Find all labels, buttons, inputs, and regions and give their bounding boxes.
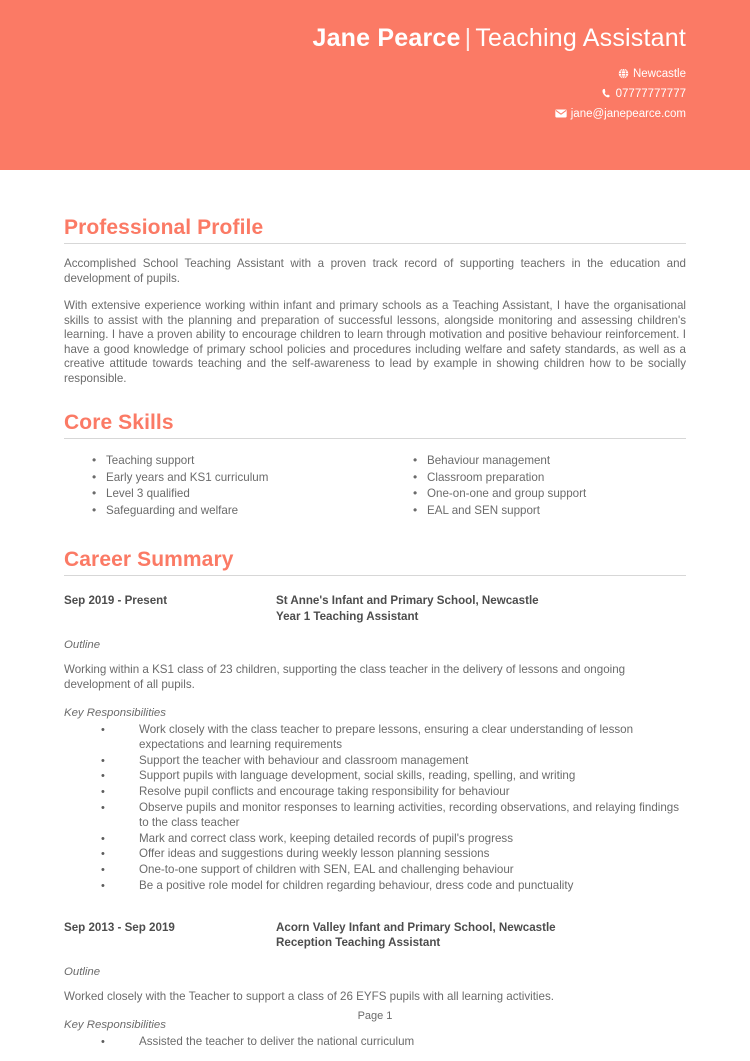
page-footer: Page 1 [357, 1010, 393, 1022]
career-entry-role: Year 1 Teaching Assistant [276, 609, 419, 623]
core-skills-heading: Core Skills [64, 411, 686, 439]
resume-header [0, 0, 750, 170]
career-entry [64, 920, 686, 1050]
responsibility-item: • One-to-one support of children with SEN, EAL and challenging behaviour [64, 863, 686, 878]
resume-body [0, 216, 750, 1050]
responsibility-item: • Support the teacher with behaviour and classroom management [64, 754, 686, 769]
skill-item: • EAL and SEN support [413, 503, 686, 520]
career-entry-employer: Acorn Valley Infant and Primary School, Newcastle [276, 920, 556, 934]
skill-item: • Classroom preparation [413, 470, 686, 487]
career-entry-spacer [64, 894, 686, 920]
responsibility-item: • Support pupils with language development, social skills, reading, spelling, and writing [64, 769, 686, 784]
responsibility-item: • Work closely with the class teacher to prepare lessons, ensuring a clear understanding of lesson expectations and learning requirements [64, 723, 686, 753]
outline-label: Outline [64, 965, 101, 978]
candidate-name: Jane Pearce [312, 24, 461, 52]
profile-paragraph-1: Accomplished School Teaching Assistant with a proven track record of supporting teachers in the education and development of pupils. [64, 257, 686, 285]
globe-icon [618, 67, 629, 85]
page-title [0, 22, 686, 54]
responsibilities-list [64, 723, 686, 894]
responsibility-item: • Offer ideas and suggestions during weekly lesson planning sessions [64, 847, 686, 862]
skill-item: • One-on-one and group support [413, 486, 686, 503]
skill-item: • Early years and KS1 curriculum [92, 470, 389, 487]
core-skills-column-right [389, 453, 686, 519]
contact-location-text: Newcastle [632, 68, 686, 80]
responsibilities-label: Key Responsibilities [64, 1019, 166, 1032]
career-entry-dates: Sep 2019 - Present [64, 594, 168, 607]
section-career-summary [64, 548, 686, 1050]
section-core-skills [64, 411, 686, 519]
skill-item: • Safeguarding and welfare [92, 503, 389, 520]
responsibility-item: • Observe pupils and monitor responses to learning activities, recording observations, and relaying findings to the class teacher [64, 801, 686, 831]
outline-label: Outline [64, 639, 101, 651]
responsibility-item: • Assisted the teacher to deliver the national curriculum [64, 1035, 686, 1050]
contact-list [0, 65, 686, 125]
career-entry-meta [276, 593, 686, 624]
professional-profile-heading: Professional Profile [64, 216, 686, 244]
career-entry-outline: Working within a KS1 class of 23 children, supporting the class teacher in the delivery of lessons and ongoing development of all pupils. [64, 663, 626, 691]
responsibility-item: • Be a positive role model for children regarding behaviour, dress code and punctuality [64, 879, 686, 894]
responsibilities-label: Key Responsibilities [64, 707, 166, 719]
responsibility-item: • Mark and correct class work, keeping detailed records of pupil's progress [64, 832, 686, 847]
career-entry-outline: Worked closely with the Teacher to support a class of 26 EYFS pupils with all learning activities. [64, 989, 554, 1003]
title-separator: | [464, 24, 472, 52]
phone-icon [601, 87, 612, 105]
section-professional-profile [64, 216, 686, 386]
responsibility-item: • Resolve pupil conflicts and encourage taking responsibility for behaviour [64, 785, 686, 800]
contact-email [0, 105, 686, 125]
career-summary-heading: Career Summary [64, 548, 686, 576]
contact-location [0, 65, 686, 85]
career-entry-dates: Sep 2013 - Sep 2019 [64, 920, 175, 934]
core-skills-columns [64, 453, 686, 519]
career-entry-role: Reception Teaching Assistant [276, 936, 441, 950]
core-skills-column-left [92, 453, 389, 519]
contact-phone [0, 85, 686, 105]
envelope-icon [555, 107, 567, 125]
skill-item: • Level 3 qualified [92, 486, 389, 503]
career-entry-header [64, 593, 686, 624]
career-entry [64, 593, 686, 894]
candidate-role: Teaching Assistant [475, 24, 686, 52]
career-entry-meta [276, 920, 686, 951]
career-entry-header [64, 920, 686, 951]
contact-email-text: jane@janepearce.com [570, 108, 686, 120]
contact-phone-text: 07777777777 [615, 88, 686, 100]
skill-item: • Behaviour management [413, 453, 686, 470]
career-entry-employer: St Anne's Infant and Primary School, Newcastle [276, 594, 539, 607]
responsibilities-list [64, 1035, 686, 1050]
profile-paragraph-2: With extensive experience working within infant and primary schools as a Teaching Assistant, I have the organisational skills to assist with the planning and preparation of successful lessons, alongside monitoring and assessing children's learning. I have a proven ability to encourage children to learn through motivation and positive behaviour reinforcement. I have a good knowledge of primary school policies and procedures including welfare and safety standards, as well as a creative attitude towards teaching and the self-awareness to lead by example in showing children how to be socially responsible. [64, 299, 686, 385]
skill-item: • Teaching support [92, 453, 389, 470]
